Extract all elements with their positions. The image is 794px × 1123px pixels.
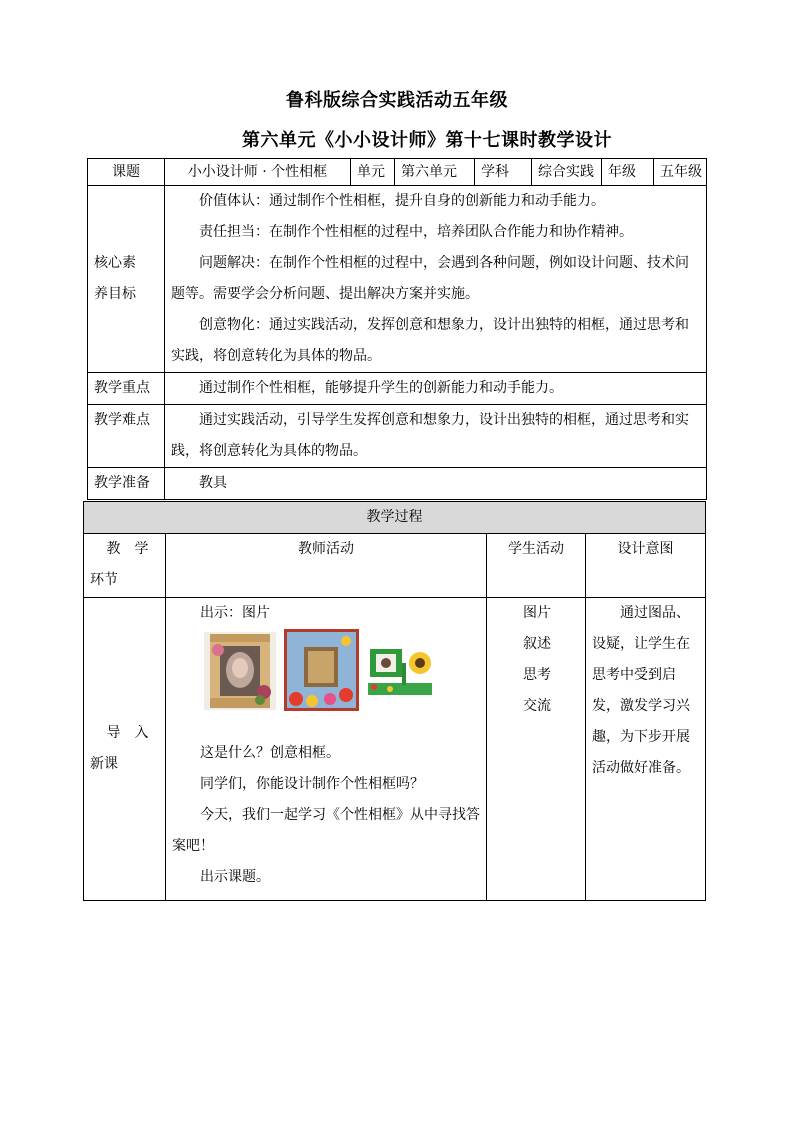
key-point-row — [88, 373, 707, 405]
teacher-q3: 今天，我们一起学习《个性相框》从中寻找答案吧！ — [172, 807, 480, 854]
preparation-text: 教具 — [165, 468, 707, 500]
teacher-q1: 这是什么？创意相框。 — [200, 745, 340, 761]
col-intent-header: 设计意图 — [586, 534, 706, 598]
lesson-info-table — [87, 158, 707, 500]
teacher-q2: 同学们，你能设计制作个性相框吗？ — [200, 776, 424, 792]
preparation-label: 教学准备 — [88, 468, 165, 500]
process-heading: 教学过程 — [84, 502, 706, 534]
unit-value: 第六单元 — [395, 159, 475, 186]
stage-cell — [84, 598, 166, 901]
design-intent-cell: 通过图品、设疑，让学生在思考中受到启发，激发学习兴趣，为下步开展活动做好准备。 — [586, 598, 706, 901]
student-2: 叙述 — [523, 636, 551, 652]
goals-row — [88, 186, 707, 373]
difficult-point-text: 通过实践活动，引导学生发挥创意和想象力，设计出独特的相框，通过思考和实践，将创意转化为具体的物品。 — [165, 405, 707, 468]
photo-wooden-frame — [204, 632, 276, 710]
process-heading-row — [84, 502, 706, 534]
goal-responsibility: 责任担当：在制作个性相框的过程中，培养团队合作能力和协作精神。 — [199, 224, 633, 240]
key-point-label: 教学重点 — [88, 373, 165, 405]
process-intro-row — [84, 598, 706, 901]
course-value: 小小设计师 · 个性相框 — [165, 159, 351, 186]
goal-value: 价值体认：通过制作个性相框，提升自身的创新能力和动手能力。 — [199, 193, 605, 209]
subject-label: 学科 — [475, 159, 532, 186]
process-header-row — [84, 534, 706, 598]
student-activity-cell — [487, 598, 586, 901]
col-stage-header — [84, 534, 166, 598]
document-subtitle: 第六单元《小小设计师》第十七课时教学设计 — [242, 130, 612, 151]
photo-green-frame — [366, 645, 436, 697]
col-student-header: 学生活动 — [487, 534, 586, 598]
info-row — [88, 159, 707, 186]
unit-label: 单元 — [351, 159, 395, 186]
difficult-point-label: 教学难点 — [88, 405, 165, 468]
preparation-row — [88, 468, 707, 500]
goals-content — [165, 186, 707, 373]
goal-problem-solving: 问题解决：在制作个性相框的过程中，会遇到各种问题，例如设计问题、技术问题等。需要学会分析问题、提出解决方案并实施。 — [171, 255, 689, 302]
stage-line1: 导 入 — [106, 725, 149, 741]
subject-value: 综合实践 — [532, 159, 602, 186]
key-point-text: 通过制作个性相框，能够提升学生的创新能力和动手能力。 — [165, 373, 707, 405]
teaching-process-table — [83, 501, 706, 901]
course-label: 课题 — [88, 159, 165, 186]
col-teacher-header: 教师活动 — [166, 534, 487, 598]
grade-value: 五年级 — [654, 159, 707, 186]
teacher-show: 出示：图片 — [200, 605, 270, 621]
goals-label — [88, 186, 165, 373]
difficult-point-row — [88, 405, 707, 468]
teacher-q4: 出示课题。 — [200, 869, 270, 885]
goal-creativity: 创意物化：通过实践活动，发挥创意和想象力，设计出独特的相框，通过思考和实践，将创意转化为具体的物品。 — [171, 317, 689, 364]
stage-line2: 新课 — [90, 756, 118, 772]
col-stage-line2: 环节 — [90, 572, 118, 588]
student-4: 交流 — [523, 698, 551, 714]
student-3: 思考 — [523, 667, 551, 683]
grade-label: 年级 — [602, 159, 654, 186]
goals-label-line2: 养目标 — [94, 286, 136, 302]
document-title: 鲁科版综合实践活动五年级 — [286, 90, 508, 111]
goals-label-line1: 核心素 — [94, 255, 136, 271]
student-1: 图片 — [523, 605, 551, 621]
col-stage-line1: 教 学 — [106, 541, 149, 557]
photo-blue-frame — [284, 629, 359, 711]
